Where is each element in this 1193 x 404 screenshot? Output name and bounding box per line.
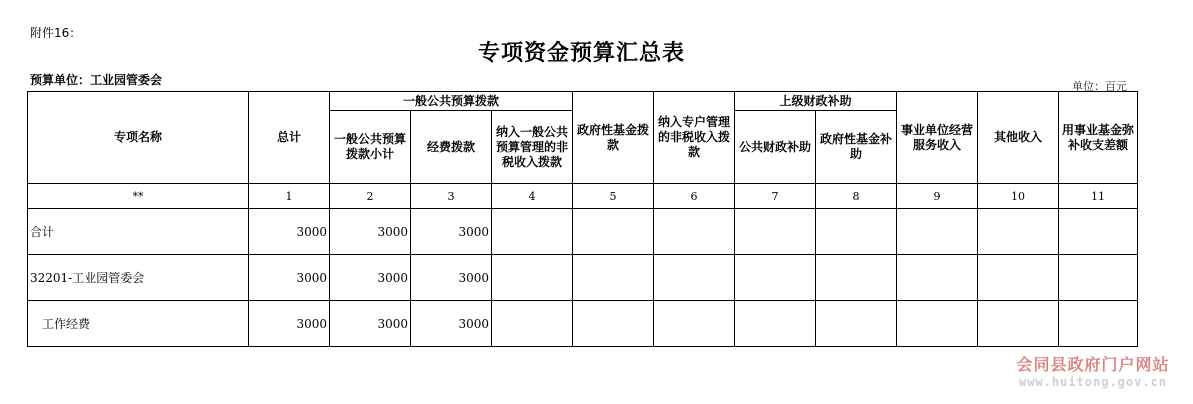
row-subtotal: 3000 xyxy=(330,255,411,301)
header-service-income: 事业单位经营服务收入 xyxy=(897,92,978,184)
row-total: 3000 xyxy=(249,209,330,255)
index-cell: 1 xyxy=(249,184,330,209)
header-superior-group: 上级财政补助 xyxy=(735,92,897,111)
empty-cell xyxy=(654,209,735,255)
empty-cell xyxy=(897,209,978,255)
empty-cell xyxy=(978,255,1059,301)
empty-cell xyxy=(492,209,573,255)
annex-label: 附件16： xyxy=(30,26,82,40)
row-total: 3000 xyxy=(249,301,330,347)
currency-unit: 单位：百元 xyxy=(1072,80,1127,93)
empty-cell xyxy=(735,301,816,347)
header-public-subsidy: 公共财政补助 xyxy=(735,111,816,184)
watermark-en: www.huitong.gov.cn xyxy=(1018,375,1168,389)
table-row xyxy=(28,255,1138,301)
row-funding: 3000 xyxy=(411,209,492,255)
header-other-income: 其他收入 xyxy=(978,92,1059,184)
index-cell: 8 xyxy=(816,184,897,209)
header-special-account: 纳入专户管理的非税收入拨款 xyxy=(654,92,735,184)
header-general-subtotal: 一般公共预算拨款小计 xyxy=(330,111,411,184)
header-reserve: 用事业基金弥补收支差额 xyxy=(1059,92,1138,184)
empty-cell xyxy=(978,209,1059,255)
index-cell: 7 xyxy=(735,184,816,209)
page-title: 专项资金预算汇总表 xyxy=(477,41,685,66)
empty-cell xyxy=(492,255,573,301)
watermark-cn: 会同县政府门户网站 xyxy=(1016,355,1170,374)
empty-cell xyxy=(492,301,573,347)
empty-cell xyxy=(573,209,654,255)
header-general-group: 一般公共预算拨款 xyxy=(330,92,573,111)
row-subtotal: 3000 xyxy=(330,301,411,347)
row-total: 3000 xyxy=(249,255,330,301)
header-nontax-general: 纳入一般公共预算管理的非税收入拨款 xyxy=(492,111,573,184)
index-cell: 2 xyxy=(330,184,411,209)
empty-cell xyxy=(816,255,897,301)
row-funding: 3000 xyxy=(411,255,492,301)
row-subtotal: 3000 xyxy=(330,209,411,255)
table-row xyxy=(28,209,1138,255)
header-total: 总计 xyxy=(249,92,330,184)
index-cell: 4 xyxy=(492,184,573,209)
empty-cell xyxy=(816,209,897,255)
index-cell: ** xyxy=(28,184,249,209)
header-funding: 经费拨款 xyxy=(411,111,492,184)
empty-cell xyxy=(816,301,897,347)
row-name: 工作经费 xyxy=(28,301,249,347)
empty-cell xyxy=(1059,255,1138,301)
empty-cell xyxy=(654,301,735,347)
empty-cell xyxy=(1059,209,1138,255)
index-cell: 6 xyxy=(654,184,735,209)
site-watermark xyxy=(1000,352,1186,389)
empty-cell xyxy=(1059,301,1138,347)
empty-cell xyxy=(573,255,654,301)
header-fund-subsidy: 政府性基金补助 xyxy=(816,111,897,184)
budget-unit: 预算单位：工业园管委会 xyxy=(30,73,163,87)
empty-cell xyxy=(735,255,816,301)
row-name: 合计 xyxy=(28,209,249,255)
header-gov-fund: 政府性基金拨款 xyxy=(573,92,654,184)
table-row xyxy=(28,301,1138,347)
index-cell: 5 xyxy=(573,184,654,209)
index-cell: 3 xyxy=(411,184,492,209)
row-name: 32201-工业园管委会 xyxy=(28,255,249,301)
empty-cell xyxy=(897,255,978,301)
index-cell: 11 xyxy=(1059,184,1138,209)
row-funding: 3000 xyxy=(411,301,492,347)
budget-table xyxy=(27,91,1138,347)
empty-cell xyxy=(573,301,654,347)
index-cell: 10 xyxy=(978,184,1059,209)
index-cell: 9 xyxy=(897,184,978,209)
empty-cell xyxy=(978,301,1059,347)
empty-cell xyxy=(897,301,978,347)
header-project-name: 专项名称 xyxy=(28,92,249,184)
empty-cell xyxy=(735,209,816,255)
empty-cell xyxy=(654,255,735,301)
